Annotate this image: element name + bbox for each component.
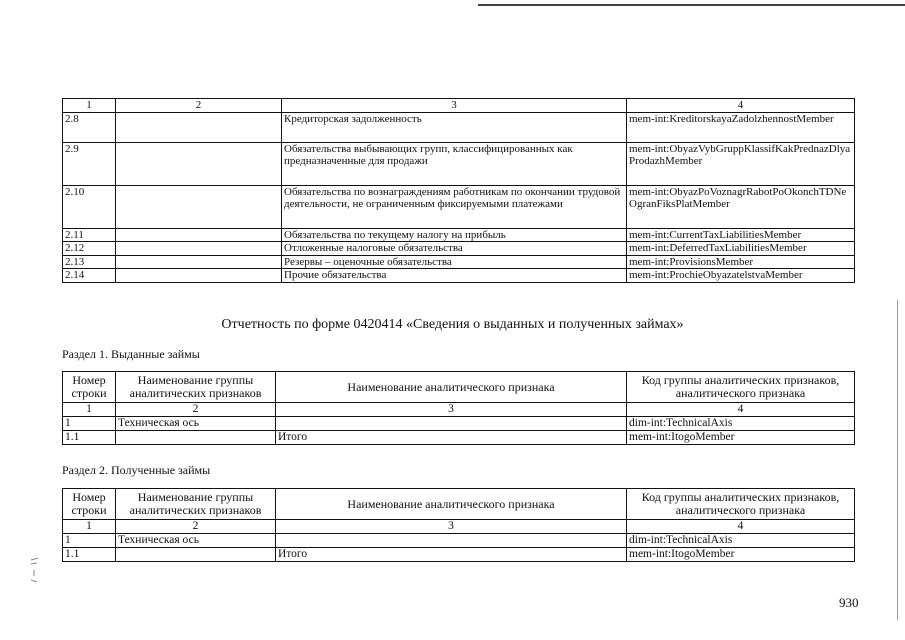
index-cell: 1 xyxy=(63,520,116,534)
row-description: Резервы – оценочные обязательства xyxy=(282,255,627,269)
row-number: 2.12 xyxy=(63,242,116,256)
table-header-row xyxy=(63,489,855,520)
table-row xyxy=(63,431,855,445)
table-row xyxy=(63,142,855,185)
header-group-name: Наименование группы аналитических признаков xyxy=(116,489,276,520)
index-cell: 1 xyxy=(63,403,116,417)
index-cell: 4 xyxy=(627,520,855,534)
liabilities-table xyxy=(62,98,855,283)
row-description xyxy=(276,534,627,548)
section-1-title: Раздел 1. Выданные займы xyxy=(62,347,200,361)
header-cell: 1 xyxy=(63,99,116,113)
row-code: mem-int:ProvisionsMember xyxy=(627,255,855,269)
row-group xyxy=(116,269,282,283)
row-description: Обязательства по вознаграждениям работникам по окончании трудовой деятельности, не ограниченным фиксируемыми платежами xyxy=(282,185,627,228)
table-index-row xyxy=(63,520,855,534)
row-group xyxy=(116,142,282,185)
row-number: 2.8 xyxy=(63,112,116,142)
header-group-code: Код группы аналитических признаков, аналитического признака xyxy=(627,372,855,403)
table-row xyxy=(63,228,855,242)
row-code: mem-int:CurrentTaxLiabilitiesMember xyxy=(627,228,855,242)
right-edge-rule xyxy=(897,300,898,620)
row-description: Отложенные налоговые обязательства xyxy=(282,242,627,256)
index-cell: 3 xyxy=(276,403,627,417)
index-cell: 2 xyxy=(116,520,276,534)
index-cell: 3 xyxy=(276,520,627,534)
row-number: 2.11 xyxy=(63,228,116,242)
row-description: Прочие обязательства xyxy=(282,269,627,283)
header-cell: 3 xyxy=(282,99,627,113)
table-row xyxy=(63,417,855,431)
row-group: Техническая ось xyxy=(116,534,276,548)
report-title: Отчетность по форме 0420414 «Сведения о выданных и полученных займах» xyxy=(221,317,684,332)
scan-margin-marks xyxy=(28,556,42,593)
row-number: 2.10 xyxy=(63,185,116,228)
row-group xyxy=(116,242,282,256)
header-group-code: Код группы аналитических признаков, аналитического признака xyxy=(627,489,855,520)
table-row xyxy=(63,534,855,548)
scan-artifact-icon xyxy=(28,556,42,590)
row-group xyxy=(116,228,282,242)
row-group: Техническая ось xyxy=(116,417,276,431)
table-header-row xyxy=(63,372,855,403)
page-number: 930 xyxy=(839,595,859,610)
row-description: Итого xyxy=(276,431,627,445)
index-cell: 4 xyxy=(627,403,855,417)
row-code: dim-int:TechnicalAxis xyxy=(627,534,855,548)
table-row xyxy=(63,255,855,269)
row-description: Обязательства выбывающих групп, классифицированных как предназначенные для продажи xyxy=(282,142,627,185)
index-cell: 2 xyxy=(116,403,276,417)
row-code: dim-int:TechnicalAxis xyxy=(627,417,855,431)
row-number: 1.1 xyxy=(63,548,116,562)
row-number: 1 xyxy=(63,534,116,548)
row-group xyxy=(116,548,276,562)
row-number: 1 xyxy=(63,417,116,431)
header-cell: 2 xyxy=(116,99,282,113)
row-group xyxy=(116,431,276,445)
row-code: mem-int:ObyazPoVoznagrRabotPoOkonchTDNeOgranFiksPlatMember xyxy=(627,185,855,228)
table-row xyxy=(63,269,855,283)
header-cell: 4 xyxy=(627,99,855,113)
row-group xyxy=(116,112,282,142)
table-header-row xyxy=(63,99,855,113)
row-code: mem-int:KreditorskayaZadolzhennostMember xyxy=(627,112,855,142)
issued-loans-table xyxy=(62,371,855,445)
table-index-row xyxy=(63,403,855,417)
row-code: mem-int:DeferredTaxLiabilitiesMember xyxy=(627,242,855,256)
row-description: Итого xyxy=(276,548,627,562)
row-number: 2.9 xyxy=(63,142,116,185)
header-number: Номер строки xyxy=(63,372,116,403)
row-code: mem-int:ProchieObyazatelstvaMember xyxy=(627,269,855,283)
row-code: mem-int:ItogoMember xyxy=(627,548,855,562)
header-feature-name: Наименование аналитического признака xyxy=(276,372,627,403)
top-rule xyxy=(478,4,905,6)
row-group xyxy=(116,185,282,228)
row-number: 1.1 xyxy=(63,431,116,445)
table-row xyxy=(63,185,855,228)
row-number: 2.14 xyxy=(63,269,116,283)
row-description: Кредиторская задолженность xyxy=(282,112,627,142)
header-feature-name: Наименование аналитического признака xyxy=(276,489,627,520)
row-description xyxy=(276,417,627,431)
table-row xyxy=(63,112,855,142)
section-2-title: Раздел 2. Полученные займы xyxy=(62,463,211,477)
table-row xyxy=(63,548,855,562)
row-description: Обязательства по текущему налогу на прибыль xyxy=(282,228,627,242)
received-loans-table xyxy=(62,488,855,562)
row-code: mem-int:ItogoMember xyxy=(627,431,855,445)
table-row xyxy=(63,242,855,256)
header-group-name: Наименование группы аналитических признаков xyxy=(116,372,276,403)
row-group xyxy=(116,255,282,269)
row-number: 2.13 xyxy=(63,255,116,269)
header-number: Номер строки xyxy=(63,489,116,520)
row-code: mem-int:ObyazVybGruppKlassifKakPrednazDlyaProdazhMember xyxy=(627,142,855,185)
